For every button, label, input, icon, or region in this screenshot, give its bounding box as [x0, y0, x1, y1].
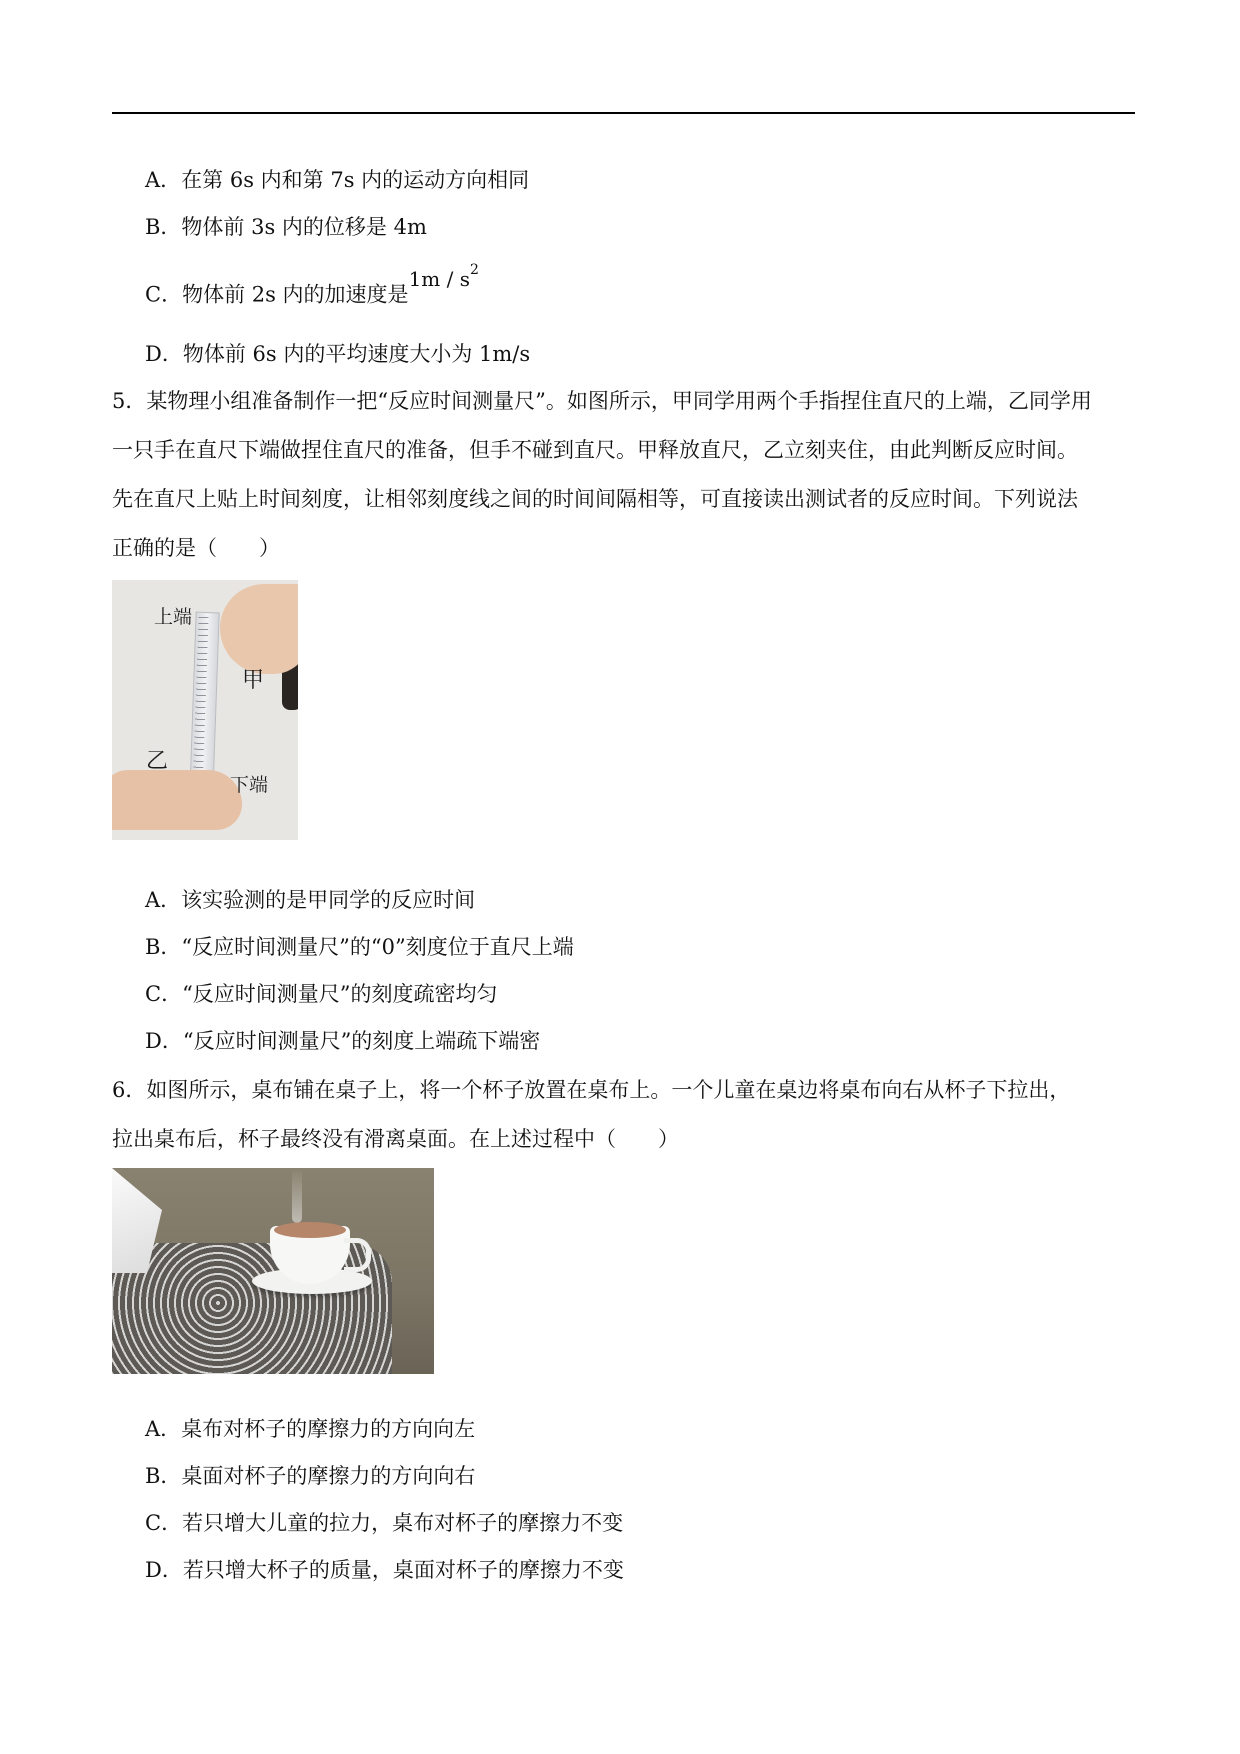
q5-stem-line-1: 5．某物理小组准备制作一把“反应时间测量尺”。如图所示，甲同学用两个手指捏住直尺的上端，乙同学用 [112, 389, 1092, 413]
q4-option-d: D．物体前 6s 内的平均速度大小为 1m/s [145, 342, 531, 366]
label-jia: 甲 [242, 668, 265, 693]
upper-hand [220, 584, 298, 674]
q5-option-d: D．“反应时间测量尺”的刻度上端疏下端密 [145, 1029, 541, 1053]
q5-option-b: B．“反应时间测量尺”的“0”刻度位于直尺上端 [145, 935, 574, 959]
q4-option-a: A．在第 6s 内和第 7s 内的运动方向相同 [145, 168, 530, 192]
steam [292, 1168, 302, 1223]
q6-option-d: D．若只增大杯子的质量，桌面对杯子的摩擦力不变 [145, 1558, 624, 1582]
formula-base: 1m / s [408, 266, 470, 291]
ruler-photo [112, 580, 298, 840]
q5-option-a: A．该实验测的是甲同学的反应时间 [145, 888, 476, 912]
q4-option-c-text: C．物体前 2s 内的加速度是 [145, 282, 409, 307]
q6-stem-line-2: 拉出桌布后，杯子最终没有滑离桌面。在上述过程中（ ） [112, 1127, 679, 1151]
q6-stem-line-1: 6．如图所示，桌布铺在桌子上，将一个杯子放置在桌布上。一个儿童在桌边将桌布向右从杯子下拉出， [112, 1078, 1071, 1102]
q6-option-c: C．若只增大儿童的拉力，桌布对杯子的摩擦力不变 [145, 1511, 624, 1535]
formula-exponent: 2 [469, 262, 479, 278]
acceleration-formula [408, 262, 479, 291]
q5-stem-line-2: 一只手在直尺下端做捏住直尺的准备，但手不碰到直尺。甲释放直尺，乙立刻夹住，由此判断反应时间。 [112, 438, 1078, 462]
cup-on-tablecloth-photo [112, 1168, 434, 1374]
label-top-end: 上端 [154, 606, 193, 628]
q5-option-c: C．“反应时间测量尺”的刻度疏密均匀 [145, 982, 498, 1006]
q5-stem-line-3: 先在直尺上贴上时间刻度，让相邻刻度线之间的时间间隔相等，可直接读出测试者的反应时间。下列说法 [112, 487, 1078, 511]
header-rule [112, 112, 1135, 114]
label-yi: 乙 [146, 749, 169, 774]
q6-option-a: A．桌布对杯子的摩擦力的方向向左 [145, 1417, 476, 1441]
q4-option-b: B．物体前 3s 内的位移是 4m [145, 215, 427, 239]
q5-stem-line-4: 正确的是（ ） [112, 536, 280, 560]
coffee-surface [274, 1222, 346, 1238]
cup-handle [344, 1238, 371, 1272]
lower-hand [112, 770, 242, 830]
q6-option-b: B．桌面对杯子的摩擦力的方向向右 [145, 1464, 476, 1488]
q4-option-c [145, 262, 479, 309]
label-bottom-end: 下端 [230, 774, 269, 796]
